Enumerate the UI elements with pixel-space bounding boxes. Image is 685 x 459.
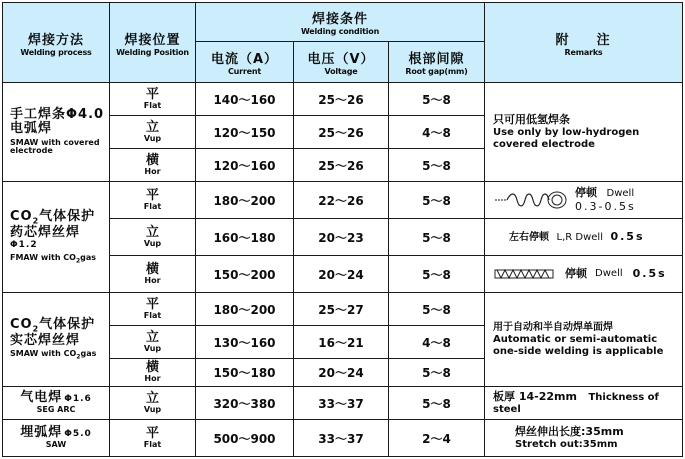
voltage-cell: 22～26 — [294, 182, 389, 219]
remark-cell: 停顿 Dwell 0.5s — [485, 256, 683, 293]
voltage-cell: 20～23 — [294, 219, 389, 256]
process-cell: 埋弧焊 Φ5.0 SAW — [3, 420, 110, 457]
voltage-cell: 33～37 — [294, 387, 389, 420]
gap-cell: 4～8 — [389, 116, 485, 149]
header-condition: 焊接条件 Welding condition — [196, 3, 485, 42]
current-cell: 500～900 — [196, 420, 294, 457]
gap-cell: 5～8 — [389, 149, 485, 182]
voltage-cell: 16～21 — [294, 326, 389, 359]
voltage-cell: 33～37 — [294, 420, 389, 457]
voltage-cell: 25～26 — [294, 116, 389, 149]
process-cell: 气电焊 Φ1.6 SEG ARC — [3, 387, 110, 420]
gap-cell: 5～8 — [389, 387, 485, 420]
position-cell: 立 Vup — [110, 326, 196, 359]
header-position: 焊接位置 Welding Position — [110, 3, 196, 83]
process-cell: 手工焊条Φ4.0电弧焊 SMAW with covered electrode — [3, 83, 110, 182]
position-cell: 平 Flat — [110, 182, 196, 219]
zigzag-weave-icon — [493, 265, 557, 283]
process-cell: $CO_2$气体保护实芯焊丝焊 SMAW with $CO_2gas$ — [3, 293, 110, 387]
remark-cell: 只可用低氢焊条 Use only by low-hydrogen covered electrode — [485, 83, 683, 182]
current-cell: 120～160 — [196, 149, 294, 182]
remark-cell: 焊丝伸出长度:35mm Stretch out:35mm — [485, 420, 683, 457]
gap-cell: 5～8 — [389, 219, 485, 256]
voltage-cell: 25～26 — [294, 149, 389, 182]
voltage-cell: 20～24 — [294, 256, 389, 293]
header-voltage: 电压（V） Voltage — [294, 42, 389, 83]
position-cell: 横 Hor — [110, 256, 196, 293]
remark-cell: 左右停顿 L,R Dwell 0.5s — [485, 219, 683, 256]
current-cell: 180～200 — [196, 293, 294, 326]
gap-cell: 5～8 — [389, 256, 485, 293]
coil-weave-icon — [493, 189, 569, 211]
gap-cell: 5～8 — [389, 182, 485, 219]
position-cell: 平 Flat — [110, 83, 196, 116]
position-cell: 立 Vup — [110, 387, 196, 420]
remark-cell: 停顿 Dwell 0.3-0.5s — [485, 182, 683, 219]
remark-cell: 用于自动和半自动焊单面焊 Automatic or semi-automatic one-side welding is applicable — [485, 293, 683, 387]
position-cell: 平 Flat — [110, 293, 196, 326]
gap-cell: 2～4 — [389, 420, 485, 457]
position-cell: 横 Hor — [110, 359, 196, 387]
current-cell: 160～180 — [196, 219, 294, 256]
position-cell: 平 Flat — [110, 420, 196, 457]
process-cell: $CO_2$气体保护药芯焊丝焊 Φ1.2 FMAW with $CO_2gas$ — [3, 182, 110, 293]
current-cell: 320～380 — [196, 387, 294, 420]
position-cell: 横 Hor — [110, 149, 196, 182]
header-process: 焊接方法 Welding process — [3, 3, 110, 83]
welding-conditions-table — [2, 2, 683, 457]
position-cell: 立 Vup — [110, 116, 196, 149]
current-cell: 120～150 — [196, 116, 294, 149]
gap-cell: 5～8 — [389, 293, 485, 326]
current-cell: 150～200 — [196, 256, 294, 293]
header-gap: 根部间隙 Root gap(mm) — [389, 42, 485, 83]
voltage-cell: 20～24 — [294, 359, 389, 387]
header-remarks: 附 注 Remarks — [485, 3, 683, 83]
voltage-cell: 25～27 — [294, 293, 389, 326]
header-current: 电流（A） Current — [196, 42, 294, 83]
gap-cell: 5～8 — [389, 359, 485, 387]
remark-cell: 板厚 14-22mm Thickness of steel — [485, 387, 683, 420]
gap-cell: 4～8 — [389, 326, 485, 359]
current-cell: 130～160 — [196, 326, 294, 359]
current-cell: 150～180 — [196, 359, 294, 387]
gap-cell: 5～8 — [389, 83, 485, 116]
current-cell: 180～200 — [196, 182, 294, 219]
voltage-cell: 25～26 — [294, 83, 389, 116]
position-cell: 立 Vup — [110, 219, 196, 256]
current-cell: 140～160 — [196, 83, 294, 116]
